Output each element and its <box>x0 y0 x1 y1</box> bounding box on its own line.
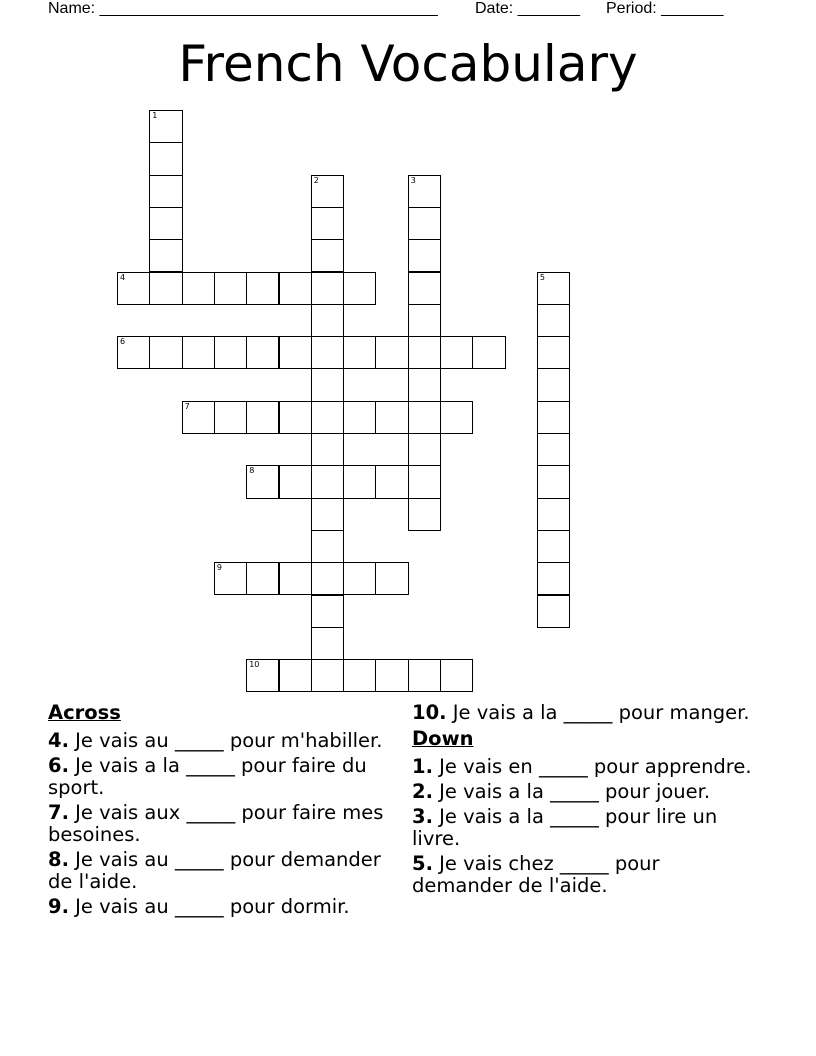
grid-cell[interactable] <box>343 465 376 498</box>
grid-cell[interactable] <box>311 627 344 660</box>
clue-number: 10 <box>249 660 260 670</box>
clue-across-7: 7. Je vais aux _____ pour faire mes besoines. <box>48 801 384 846</box>
grid-cell[interactable] <box>311 336 344 369</box>
grid-cell[interactable] <box>311 465 344 498</box>
grid-cell[interactable] <box>375 401 408 434</box>
grid-cell[interactable] <box>537 562 570 595</box>
grid-cell[interactable] <box>214 272 247 305</box>
clue-across-9: 9. Je vais au _____ pour dormir. <box>48 895 350 918</box>
grid-cell[interactable] <box>537 368 570 401</box>
grid-cell[interactable] <box>537 498 570 531</box>
grid-cell[interactable] <box>408 368 441 401</box>
grid-cell[interactable] <box>279 401 312 434</box>
grid-cell[interactable] <box>472 336 505 369</box>
grid-cell[interactable] <box>408 175 441 208</box>
grid-cell[interactable] <box>537 530 570 563</box>
grid-cell[interactable] <box>182 336 215 369</box>
period-field: Period: _______ <box>606 0 724 17</box>
grid-cell[interactable] <box>279 336 312 369</box>
grid-cell[interactable] <box>149 336 182 369</box>
grid-cell[interactable] <box>537 304 570 337</box>
clue-number: 1 <box>152 111 158 120</box>
grid-cell[interactable] <box>214 401 247 434</box>
grid-cell[interactable] <box>149 142 182 175</box>
clue-across-10: 10. Je vais a la _____ pour manger. <box>412 701 750 724</box>
grid-cell[interactable] <box>343 659 376 692</box>
grid-cell[interactable] <box>311 207 344 240</box>
grid-cell[interactable] <box>149 272 182 305</box>
grid-cell[interactable] <box>246 401 279 434</box>
grid-cell[interactable] <box>408 659 441 692</box>
grid-cell[interactable] <box>311 659 344 692</box>
grid-cell[interactable] <box>343 562 376 595</box>
grid-cell[interactable] <box>311 401 344 434</box>
across-heading: Across <box>48 701 121 724</box>
grid-cell[interactable] <box>440 336 473 369</box>
clue-number: 2 <box>313 175 319 185</box>
grid-cell[interactable] <box>537 401 570 434</box>
clues-right-column <box>412 702 762 900</box>
clue-number: 8 <box>249 466 255 476</box>
grid-cell[interactable] <box>343 336 376 369</box>
grid-cell[interactable] <box>246 659 279 692</box>
grid-cell[interactable] <box>375 465 408 498</box>
grid-cell[interactable] <box>279 272 312 305</box>
grid-cell[interactable] <box>408 498 441 531</box>
down-heading: Down <box>412 727 474 750</box>
grid-cell[interactable] <box>343 401 376 434</box>
grid-cell[interactable] <box>408 433 441 466</box>
clue-number: 7 <box>184 401 190 411</box>
grid-cell[interactable] <box>408 207 441 240</box>
clue-down-2: 2. Je vais a la _____ pour jouer. <box>412 780 711 803</box>
grid-cell[interactable] <box>440 401 473 434</box>
clue-across-8: 8. Je vais au _____ pour demander de l'aide. <box>48 848 381 893</box>
clue-down-3: 3. Je vais a la _____ pour lire un livre. <box>412 805 718 850</box>
grid-cell[interactable] <box>182 401 215 434</box>
grid-cell[interactable] <box>537 595 570 628</box>
grid-cell[interactable] <box>311 562 344 595</box>
grid-cell[interactable] <box>311 239 344 272</box>
grid-cell[interactable] <box>408 304 441 337</box>
clues-left-column <box>48 702 398 921</box>
grid-cell[interactable] <box>149 110 182 143</box>
grid-cell[interactable] <box>182 272 215 305</box>
grid-cell[interactable] <box>246 465 279 498</box>
clue-number: 5 <box>539 272 545 282</box>
grid-cell[interactable] <box>537 336 570 369</box>
clue-number: 4 <box>120 272 126 282</box>
grid-cell[interactable] <box>246 336 279 369</box>
grid-cell[interactable] <box>408 336 441 369</box>
grid-cell[interactable] <box>408 272 441 305</box>
grid-cell[interactable] <box>311 595 344 628</box>
grid-cell[interactable] <box>311 368 344 401</box>
grid-cell[interactable] <box>311 272 344 305</box>
grid-cell[interactable] <box>279 659 312 692</box>
grid-cell[interactable] <box>279 465 312 498</box>
grid-cell[interactable] <box>311 530 344 563</box>
clue-number: 9 <box>216 563 222 573</box>
clue-number: 3 <box>410 175 416 185</box>
clue-down-5: 5. Je vais chez _____ pour demander de l'aide. <box>412 852 660 897</box>
grid-cell[interactable] <box>149 175 182 208</box>
grid-cell[interactable] <box>149 239 182 272</box>
grid-cell[interactable] <box>375 562 408 595</box>
grid-cell[interactable] <box>537 465 570 498</box>
grid-cell[interactable] <box>117 272 150 305</box>
grid-cell[interactable] <box>408 239 441 272</box>
grid-cell[interactable] <box>537 433 570 466</box>
grid-cell[interactable] <box>279 562 312 595</box>
grid-cell[interactable] <box>343 272 376 305</box>
grid-cell[interactable] <box>440 659 473 692</box>
grid-cell[interactable] <box>246 272 279 305</box>
grid-cell[interactable] <box>375 659 408 692</box>
grid-cell[interactable] <box>537 272 570 305</box>
grid-cell[interactable] <box>375 336 408 369</box>
grid-cell[interactable] <box>311 433 344 466</box>
grid-cell[interactable] <box>408 401 441 434</box>
grid-cell[interactable] <box>246 562 279 595</box>
grid-cell[interactable] <box>311 175 344 208</box>
clue-down-1: 1. Je vais en _____ pour apprendre. <box>412 755 752 778</box>
clue-number: 6 <box>120 337 126 347</box>
page-title: French Vocabulary <box>178 35 638 93</box>
name-field: Name: ______________________________________ <box>48 0 438 17</box>
grid-cell[interactable] <box>214 562 247 595</box>
clue-across-4: 4. Je vais au _____ pour m'habiller. <box>48 729 383 752</box>
date-field: Date: _______ <box>475 0 580 17</box>
grid-cell[interactable] <box>311 498 344 531</box>
grid-cell[interactable] <box>117 336 150 369</box>
clue-across-6: 6. Je vais a la _____ pour faire du sport. <box>48 754 367 799</box>
grid-cell[interactable] <box>214 336 247 369</box>
grid-cell[interactable] <box>149 207 182 240</box>
grid-cell[interactable] <box>311 304 344 337</box>
grid-cell[interactable] <box>408 465 441 498</box>
